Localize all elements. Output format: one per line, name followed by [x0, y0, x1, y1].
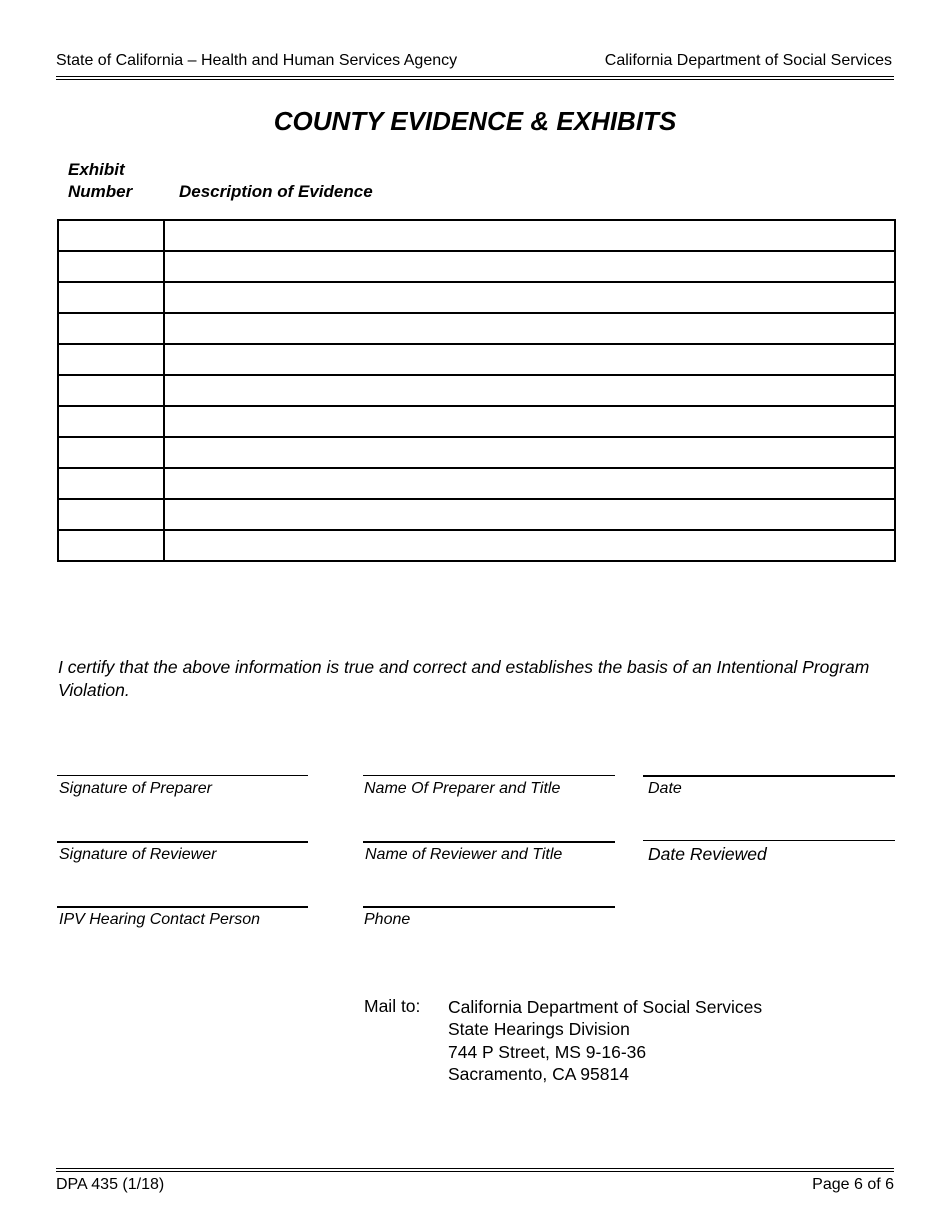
exhibit-header-line2: Number: [68, 182, 133, 201]
evidence-description-cell[interactable]: [164, 375, 895, 406]
exhibit-header-line1: Exhibit: [68, 160, 125, 179]
phone-label: Phone: [364, 911, 411, 928]
footer-divider: [56, 1168, 894, 1172]
mail-to-label: Mail to:: [364, 996, 421, 1016]
date-line[interactable]: [643, 775, 895, 777]
address-line-4: Sacramento, CA 95814: [448, 1063, 629, 1084]
reviewer-signature-line[interactable]: [57, 841, 308, 843]
table-row: [58, 499, 895, 530]
evidence-description-cell[interactable]: [164, 468, 895, 499]
exhibit-number-cell[interactable]: [58, 220, 164, 251]
evidence-description-cell[interactable]: [164, 499, 895, 530]
description-header: Description of Evidence: [179, 182, 373, 201]
contact-person-line[interactable]: [57, 906, 308, 908]
preparer-name-label: Name Of Preparer and Title: [364, 780, 561, 797]
evidence-description-cell[interactable]: [164, 251, 895, 282]
date-label: Date: [648, 780, 682, 797]
form-number: DPA 435 (1/18): [56, 1176, 165, 1193]
table-row: [58, 282, 895, 313]
evidence-description-cell[interactable]: [164, 313, 895, 344]
table-row: [58, 437, 895, 468]
exhibit-number-cell[interactable]: [58, 406, 164, 437]
preparer-signature-label: Signature of Preparer: [59, 780, 212, 797]
date-reviewed-line[interactable]: [643, 840, 895, 841]
table-row: [58, 313, 895, 344]
reviewer-name-line[interactable]: [363, 841, 615, 843]
page-title: COUNTY EVIDENCE & EXHIBITS: [273, 106, 677, 136]
exhibit-number-cell[interactable]: [58, 530, 164, 561]
evidence-table: [57, 219, 896, 562]
evidence-description-cell[interactable]: [164, 530, 895, 561]
contact-person-label: IPV Hearing Contact Person: [59, 911, 260, 928]
table-row: [58, 344, 895, 375]
header-divider: [56, 76, 894, 80]
preparer-signature-line[interactable]: [57, 775, 308, 776]
table-row: [58, 530, 895, 561]
evidence-description-cell[interactable]: [164, 282, 895, 313]
reviewer-name-label: Name of Reviewer and Title: [365, 846, 563, 863]
reviewer-signature-label: Signature of Reviewer: [59, 846, 217, 863]
exhibit-number-cell[interactable]: [58, 437, 164, 468]
table-row: [58, 251, 895, 282]
table-row: [58, 375, 895, 406]
evidence-description-cell[interactable]: [164, 437, 895, 468]
exhibit-number-header: [68, 159, 132, 203]
exhibit-number-cell[interactable]: [58, 499, 164, 530]
address-line-2: State Hearings Division: [448, 1019, 630, 1040]
evidence-description-cell[interactable]: [164, 344, 895, 375]
evidence-description-cell[interactable]: [164, 406, 895, 437]
page-number: Page 6 of 6: [812, 1176, 894, 1193]
table-row: [58, 220, 895, 251]
exhibit-number-cell[interactable]: [58, 282, 164, 313]
address-line-3: 744 P Street, MS 9-16-36: [448, 1041, 647, 1062]
exhibit-number-cell[interactable]: [58, 251, 164, 282]
phone-line[interactable]: [363, 906, 615, 908]
address-line-1: California Department of Social Services: [448, 997, 763, 1017]
mailing-address: [448, 996, 762, 1085]
exhibit-number-cell[interactable]: [58, 344, 164, 375]
table-row: [58, 468, 895, 499]
preparer-name-line[interactable]: [363, 775, 615, 776]
exhibit-number-cell[interactable]: [58, 468, 164, 499]
agency-name: State of California – Health and Human Services Agency: [56, 52, 458, 69]
evidence-description-cell[interactable]: [164, 220, 895, 251]
table-row: [58, 406, 895, 437]
exhibit-number-cell[interactable]: [58, 313, 164, 344]
exhibit-number-cell[interactable]: [58, 375, 164, 406]
date-reviewed-label: Date Reviewed: [648, 844, 767, 864]
certification-statement: I certify that the above information is true and correct and establishes the basis of an Intentional Program Violation.: [58, 657, 870, 700]
department-name: California Department of Social Services: [604, 52, 892, 69]
